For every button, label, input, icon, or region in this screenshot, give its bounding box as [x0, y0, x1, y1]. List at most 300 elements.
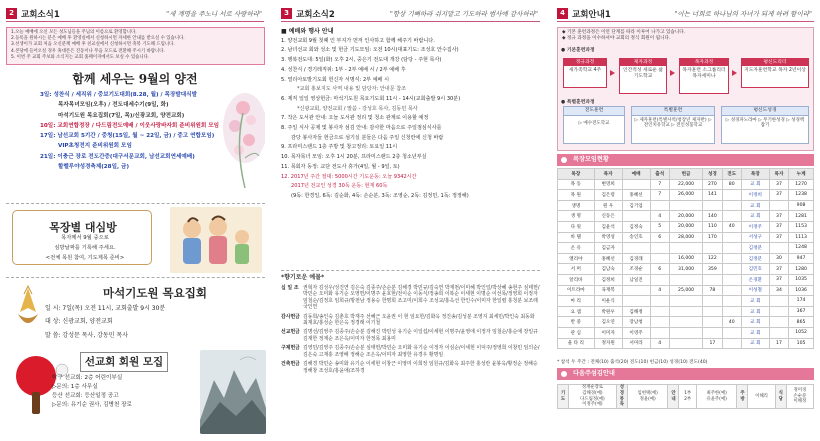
stage-detail: 지도자훈련학교 목자 2년이상	[744, 68, 806, 73]
duty-cell	[627, 385, 668, 409]
table-cell	[769, 296, 788, 307]
page-title: 교회소식2	[296, 10, 335, 20]
notice-line: 5. 이번 주 교회 주보와 소식지는 교회 홈페이지에서도 보실 수 있습니다.	[11, 54, 150, 60]
special-group	[631, 106, 715, 144]
table-cell: 908	[789, 200, 814, 211]
stage-box	[619, 58, 667, 94]
arrow-icon	[610, 70, 615, 76]
table-cell: 122	[703, 253, 722, 264]
table-cell	[703, 296, 722, 307]
schedule-text: VIP초청전지 준비위원회 모임	[58, 143, 132, 150]
table-cell: 20,000	[669, 211, 702, 222]
schedule-item	[40, 162, 230, 172]
prayer-illustration	[8, 282, 48, 340]
table-cell	[669, 317, 702, 328]
table-cell: 이정희	[741, 190, 769, 201]
attendance-note: * 참석 두 주간 : 전체(10) 출석(20) 전도(10) 헌금(10) 성경(10) 전도(40)	[557, 360, 708, 365]
table-cell: 박원우	[594, 306, 622, 317]
vision-title: 함께 세우는 9월의 양전	[72, 72, 198, 86]
table-cell: 30	[769, 253, 788, 264]
group-detail: ▷ 성경파노라마 ▷ 무기한성경 ▷ 성경맥잡기	[725, 118, 805, 129]
page-title: 교회안내1	[572, 10, 611, 20]
special-group	[721, 106, 809, 144]
duty-bar	[557, 368, 814, 380]
table-cell: 요 셉	[558, 306, 595, 317]
duty-person: 정윤(예)	[639, 396, 656, 402]
table-cell: 김정숙	[622, 221, 650, 232]
mission-line: ▷문의: 1층 사무실	[52, 383, 98, 390]
schedule-text: 목자목녀모임(오후) / 전도대세수기(9일, 화)	[58, 102, 169, 109]
event-line: *교회 홍보지도 사역 내용 및 담당자: 안내문 참조	[297, 86, 407, 93]
special-group	[563, 106, 625, 144]
table-cell: 1270	[789, 179, 814, 190]
table-cell	[722, 327, 741, 338]
offering-names: 김명선/김영주 김종주/손순분 김해진 박민성 유기순 이일섭/이세현 이명주/윤영애 이정자 임철순/홍순애 장일규 김재한 정재순 조은옥/이미자 한정목 최용미	[303, 329, 538, 342]
table-cell: 140	[703, 211, 722, 222]
table-cell: 김기업	[622, 200, 650, 211]
table-cell	[703, 306, 722, 317]
table-cell: 31,000	[669, 264, 702, 275]
table-cell: 16,000	[669, 253, 702, 264]
schedule-item	[40, 131, 230, 141]
duty-cell	[748, 385, 775, 409]
table-cell	[703, 327, 722, 338]
page-church-news-2	[275, 0, 546, 441]
offering-list	[281, 275, 540, 377]
table-cell: 목 원	[558, 190, 595, 201]
table-cell: 37	[769, 190, 788, 201]
column-header: 목자	[594, 169, 622, 180]
event-line: 5. 열리아토발기도회 헌신자 서명식: 2부 예배 시	[281, 76, 390, 83]
event-line: 3. 행복전도대: 5일(화) 오후 2시, 중은기 전도대 개강 (담당 - 주현 목사)	[281, 57, 442, 64]
event-line: *신광교회, 양전교회 / 말씀 - 강성호 목사, 김동민 목사	[297, 105, 418, 112]
table-cell	[622, 296, 650, 307]
mission-line: 등산 선교회: 등산일정 공고	[52, 392, 119, 399]
stage-box	[563, 58, 607, 88]
table-cell: 장남청	[622, 317, 650, 328]
page-church-news-1	[0, 0, 270, 441]
schedule-date: 10일:	[40, 122, 56, 129]
duty-person: 임현택(예)	[637, 390, 658, 396]
column-header: 예배	[622, 169, 650, 180]
column-header: 목장	[558, 169, 595, 180]
table-cell: 17	[703, 338, 722, 349]
header-verse: "항상 기뻐하라 쉬지말고 기도하라 범사에 감사하라"	[389, 10, 538, 18]
bullet-icon	[561, 157, 567, 163]
table-cell: 서미라	[622, 338, 650, 349]
intro-line: ◆ 정규 과정을 이수하셔야 교회의 정식 회원이 됩니다.	[562, 36, 671, 42]
notice-line: 4.본당에 들어오실 경우 휴대폰은 진동이나 무음 모드로 전환해 주시기 바랍니다.	[11, 48, 165, 54]
table-cell: 22,000	[669, 179, 702, 190]
table-cell: 김경래	[622, 253, 650, 264]
table-cell	[769, 243, 788, 254]
table-cell: 1052	[789, 327, 814, 338]
table-row	[558, 211, 814, 222]
table-cell: 김정분	[741, 253, 769, 264]
table-cell: 신동은	[594, 211, 622, 222]
duty-person: 이해리	[755, 393, 768, 399]
event-line: 2. 남녀선교 회와 성소 및 헌금 기도모임: 오전 10시(대표기도: 조성호 안수집사)	[281, 47, 459, 54]
duty-person: 1부	[684, 390, 692, 396]
schedule-item	[40, 90, 230, 100]
offering-names: 김동희/송인숙 김춘호 박재주 선혜근 오윤권 이 현 임요한/김화옥 정진송/김성분 조영지 최세민/박인숙 최동화 최재호/홍성순 한은옥 정경래 이기철	[303, 313, 535, 327]
table-cell: 생 명	[558, 211, 595, 222]
table-cell	[650, 296, 669, 307]
table-cell: 367	[789, 306, 814, 317]
table-cell: 정지원	[594, 338, 622, 349]
offering-row	[281, 314, 540, 327]
visitation-line: <전체 목원 참여, 기도제목 준비>	[45, 255, 125, 261]
mission-box	[80, 352, 168, 372]
attendance-table	[557, 168, 814, 349]
table-cell	[650, 243, 669, 254]
event-line: 8. 주일 식사 공제 및 봉사자 섬김 안내: 감사한 마음으로 주일점심식사를	[281, 125, 442, 132]
schedule-item	[40, 152, 230, 162]
stage-box	[679, 58, 729, 94]
schedule-item	[40, 111, 230, 121]
table-cell: 울 타 리	[558, 338, 595, 349]
notice-line: 1.오늘 예배에 오신 모든 성도님들을 주님의 이름으로 환영합니다.	[11, 30, 137, 35]
schedule-date: 17일:	[40, 133, 56, 140]
table-cell: 교 회	[741, 211, 769, 222]
table-cell: 다 윗	[558, 221, 595, 232]
table-cell: 교 회	[741, 338, 769, 349]
event-line: 7. 작은 도서관 안내: 오늘 도서관 정리 및 청소 관계로 이용할 예정	[281, 115, 429, 122]
vision-schedule	[40, 90, 230, 172]
table-cell: 이트라마	[558, 285, 595, 296]
table-cell: 141	[703, 190, 722, 201]
page-number: 2	[6, 8, 17, 19]
table-cell: 바 텔	[558, 232, 595, 243]
column-header: 전도	[722, 169, 741, 180]
page-number: 3	[281, 8, 292, 19]
duty-person: 이해정	[793, 399, 807, 405]
mission-title: 선교회 회원 모집	[84, 356, 164, 368]
stage-detail: 목자훈련 소그룹리더 목자세미나	[682, 68, 726, 79]
table-cell	[669, 243, 702, 254]
table-cell	[669, 274, 702, 285]
duty-row	[558, 385, 814, 409]
table-row	[558, 243, 814, 254]
table-cell: 이정주	[741, 221, 769, 232]
table-cell	[703, 243, 722, 254]
schedule-text: 마석기도원 목요집회(7일, 목)/신광교회, 양전교회)	[58, 112, 185, 119]
table-cell: 송인호	[622, 232, 650, 243]
duty-label: 성경 봉독	[616, 385, 627, 409]
table-cell: 6	[650, 264, 669, 275]
schedule-item	[40, 100, 230, 110]
stage-detail: 새가족학교 4주	[568, 68, 602, 73]
table-cell	[650, 327, 669, 338]
schedule-text: 남선교회 5기간 / 중청(15일, 월 ~ 22일, 금) / 중고 연합모임)	[57, 133, 215, 140]
table-cell	[722, 296, 741, 307]
table-cell	[650, 306, 669, 317]
table-cell	[650, 253, 669, 264]
duty-person: 정미경	[793, 387, 807, 393]
table-cell: 엘리야	[558, 253, 595, 264]
table-cell: 865	[789, 317, 814, 328]
event-line: 감당 봉사자들 헌금으로 섬기실 분들은 다음 주일 신청란에 신청 바람	[291, 134, 444, 141]
duty-person: 손순분	[793, 393, 807, 399]
table-cell: 반 중	[558, 317, 595, 328]
table-cell: 1238	[789, 190, 814, 201]
table-cell: 생명	[558, 200, 595, 211]
table-cell	[703, 274, 722, 285]
table-cell	[722, 190, 741, 201]
table-cell: 교 회	[741, 200, 769, 211]
divider	[6, 277, 265, 278]
group-title: 평신도성경	[722, 107, 808, 116]
stage-title: 목자과정	[680, 59, 728, 66]
table-row	[558, 232, 814, 243]
notice-box	[6, 27, 265, 65]
bullet-icon	[561, 371, 567, 377]
attendance-title: 목장모임현황	[573, 156, 609, 163]
table-cell: 김금자	[594, 243, 622, 254]
column-header: 성경	[703, 169, 722, 180]
special-training-label: ● 특별훈련과정	[561, 100, 595, 105]
page-title: 교회소식1	[21, 10, 60, 20]
table-cell: 1036	[789, 285, 814, 296]
table-cell: 남일진	[622, 274, 650, 285]
table-cell: 원 우	[594, 200, 622, 211]
visitation-line: 목자께서 9월 중으로	[61, 235, 109, 241]
intro-line: ◆ 기본 훈련과정은 이런 단계를 따라 이루어 나가고 있습니다.	[562, 30, 686, 35]
event-line: 4. 성찬식 / 경기레직위: 1부 - 2부 예배 시 / 2부 예배 후	[281, 66, 406, 73]
table-cell: 박영성	[594, 232, 622, 243]
table-cell: 마 리	[558, 296, 595, 307]
table-cell: 270	[703, 179, 722, 190]
table-cell: 1113	[789, 232, 814, 243]
duty-person: 다드림정(예)	[580, 396, 605, 402]
table-cell: 홍혜선	[594, 253, 622, 264]
table-cell	[622, 211, 650, 222]
section-header	[557, 0, 814, 22]
column-header: 헌금	[669, 169, 702, 180]
table-cell	[703, 200, 722, 211]
table-cell: 온경환	[741, 274, 769, 285]
table-cell: 78	[703, 285, 722, 296]
event-line: 10. 목자목녀 모임: 오후 1시 20분, 프라미스랜드 2층 청소년부실	[281, 154, 427, 161]
table-cell: 서성구	[741, 232, 769, 243]
table-cell: 온 유	[558, 243, 595, 254]
table-cell	[622, 285, 650, 296]
offering-type: 구제헌금	[281, 345, 300, 352]
attendance-bar	[557, 154, 814, 166]
table-cell: 947	[789, 253, 814, 264]
table-cell: 김남숙	[594, 264, 622, 275]
column-header: 출석	[650, 169, 669, 180]
table-cell	[703, 317, 722, 328]
offering-type: 감사헌금	[281, 313, 300, 320]
duty-person: 2부	[684, 396, 692, 402]
table-cell: 1280	[789, 264, 814, 275]
event-line: 6. 제직 일일 영상헌금: 마석기도원 목요기도회 11시 - 14시(교회출발 9시 30분)	[281, 95, 461, 102]
table-row	[558, 221, 814, 232]
table-cell	[722, 264, 741, 275]
table-header-row	[558, 169, 814, 180]
table-cell: 6	[650, 232, 669, 243]
table-cell: 교 회	[741, 327, 769, 338]
table-cell	[669, 327, 702, 338]
notice-line: 3.선생이가 교회 처음 오신분께 예배 후 친교실에서 신청하시면 축복 기도해 드립니다.	[11, 42, 175, 48]
duty-person: 유윤주(예)	[706, 396, 727, 402]
duty-title: 다음주섬김안내	[573, 370, 615, 377]
mission-list	[52, 374, 202, 410]
schedule-text: 할렐루야성경축제(28일, 금)	[58, 164, 130, 171]
table-cell: 관 심	[558, 327, 595, 338]
event-line: 1. 양전교회 9월 첫째 인 부지가 먼저 인사하고 함께 해주기 바랍니다.	[281, 37, 435, 44]
table-cell	[650, 200, 669, 211]
offering-names: 권혁자 김성우/성진연 김은숙 김종주/손순분 김해경 박민규/김숙연 박재천/이미혜 박인일/박상혜 송현주 심태헌/박민순 오미화 유기순 오영헌/이명주 윤호현/전이순 이동식/정송희 이복순 이세현 이명순 이선목/정영희 이정자 임철순/김정호 임희규/방천남 정용승 한명희 조고미/이희수 조성교/홍옥선 한인수/이미자 한일렬 홍청분 보조래 국인연	[303, 284, 540, 311]
attendance-body	[558, 179, 814, 349]
table-cell: 37	[769, 274, 788, 285]
table-row	[558, 200, 814, 211]
stage-detail: 인간적성 새로운 삶 기도학교	[622, 68, 664, 79]
table-cell: 7	[650, 190, 669, 201]
table-cell: 110	[703, 221, 722, 232]
special-training-heading	[561, 98, 595, 105]
events-heading: ■ 예배와 행사 안내	[281, 28, 334, 35]
table-cell: 교 회	[741, 296, 769, 307]
table-cell: 김해정	[622, 306, 650, 317]
table-cell: 4	[650, 285, 669, 296]
table-cell	[669, 306, 702, 317]
table-cell	[669, 200, 702, 211]
table-cell: 이성철	[741, 285, 769, 296]
table-cell: 서 머	[558, 264, 595, 275]
table-row	[558, 179, 814, 190]
mission-line: 탁구 선교회: 2층 어린이부실	[52, 375, 123, 381]
table-cell	[722, 285, 741, 296]
table-cell: 변영희	[594, 179, 622, 190]
visitation-text	[10, 233, 160, 263]
table-cell: 이영주	[622, 327, 650, 338]
offering-type: 선교헌금	[281, 329, 300, 336]
table-cell: 40	[722, 317, 741, 328]
duty-label: 식당	[775, 385, 786, 409]
table-cell: 28,000	[669, 232, 702, 243]
table-cell: 이미자	[594, 327, 622, 338]
table-cell	[669, 338, 702, 349]
visitation-line: 심방날짜를 기록해 주세요.	[54, 245, 116, 251]
table-cell: 80	[722, 179, 741, 190]
group-detail: ▷ 제자훈련(특별사역/청장년 제자반) ▷ 전인치유학교 ▷ 전인성품학교	[634, 118, 712, 129]
header-verse: "이는 너희로 하나님의 자녀가 되게 하려 함이라"	[674, 10, 812, 18]
offering-row	[281, 345, 540, 358]
offering-names: 김해경 박민순 송미화 유기순 이세현 이창근 이영미 이희정 임원규/김화옥 최주한 홍성란 윤봉옥/황정순 정해승 정해창 조성호/홍윤애/조하경	[303, 360, 538, 374]
basic-training-label: ● 기본훈련과정	[561, 48, 595, 53]
event-line: 2017년 전교인 성경 30독 운동: 현재 60독	[291, 183, 388, 190]
table-cell	[722, 232, 741, 243]
mission-line: ▷문의: 유기순 권사, 김병천 장로	[52, 401, 132, 408]
schedule-text: 이충근 장로 전도간증(대구서문교회, 남선교회연세예배)	[57, 153, 195, 160]
mokyo-line: 대 상: 신광교회, 양전교회	[45, 318, 113, 325]
table-row	[558, 338, 814, 349]
mokyo-meeting	[45, 287, 265, 342]
table-cell	[722, 253, 741, 264]
schedule-text: 교회연합정장 / 다드림전도예배 / 이웃사랑바자회 준비위원회 모임	[57, 122, 220, 129]
table-cell: 37	[769, 232, 788, 243]
arrow-icon	[670, 70, 675, 76]
family-illustration	[170, 207, 262, 273]
section-header	[281, 0, 540, 22]
table-cell	[722, 211, 741, 222]
table-cell: 1153	[789, 221, 814, 232]
column-header: 목자	[769, 169, 788, 180]
duty-cell	[696, 385, 737, 409]
arrow-icon	[732, 70, 737, 76]
table-cell: 알리바	[558, 274, 595, 285]
table-cell: 목 동	[558, 179, 595, 190]
table-cell: 교 회	[741, 306, 769, 317]
table-cell: 37	[769, 221, 788, 232]
table-cell: 조경순	[622, 264, 650, 275]
table-row	[558, 253, 814, 264]
offering-row	[281, 329, 540, 342]
event-line: (9독: 한경일, 6독: 김순화, 4독: 손순분, 3독: 조영순, 2독: 김정민, 1독: 정정해)	[291, 192, 469, 199]
schedule-item	[40, 141, 230, 151]
offering-row	[281, 361, 540, 374]
table-cell: 교 회	[741, 317, 769, 328]
training-intro	[558, 28, 813, 45]
table-row	[558, 306, 814, 317]
duty-person: 정재순장로	[581, 385, 604, 390]
section-header	[6, 0, 264, 22]
duty-table	[557, 384, 814, 409]
group-detail: ▷ 예수전도학교	[578, 121, 610, 126]
event-line: 9. 프라미스랜드 1층 주방 및 창고정리: 토요일 11시	[281, 144, 398, 151]
table-cell: 김정희	[594, 274, 622, 285]
visitation-title: 목장별 대심방	[49, 221, 117, 234]
divider	[6, 203, 265, 204]
mokyo-line: 일 시: 7일(목) 오전 11시, 교회출발 9시 30분	[45, 304, 166, 312]
column-header: 목장	[741, 169, 769, 180]
table-cell	[769, 317, 788, 328]
table-cell	[650, 274, 669, 285]
events-list	[281, 27, 540, 202]
schedule-date: 21일:	[40, 153, 56, 160]
offering-heading: *향기로운 예물*	[281, 274, 325, 281]
table-cell	[769, 306, 788, 317]
duty-cell	[679, 385, 696, 409]
duty-label: 기도	[558, 385, 569, 409]
table-row	[558, 317, 814, 328]
table-cell: 26,000	[669, 190, 702, 201]
table-cell	[722, 306, 741, 317]
table-cell: 359	[703, 264, 722, 275]
column-header: 누계	[789, 169, 814, 180]
schedule-text: 성찬식 / 세직위 / 중보기도대회(8.28, 월) / 목장발대식발	[53, 92, 197, 98]
duty-cell	[786, 385, 813, 409]
mokyo-title: 마석기도원 목요집회	[103, 286, 207, 300]
table-cell	[722, 243, 741, 254]
table-cell: 1248	[789, 243, 814, 254]
table-cell: 40	[722, 221, 741, 232]
duty-person: 이정주(예)	[582, 402, 603, 408]
duty-label: 주방	[737, 385, 748, 409]
table-cell: 25,000	[669, 285, 702, 296]
table-cell: 김오연	[594, 317, 622, 328]
divider	[281, 270, 540, 271]
event-line: 12. 2017년 주간 절대: 5000시간 기도운동: 오늘 9342시간	[281, 173, 417, 180]
table-row	[558, 190, 814, 201]
table-cell: 5	[650, 221, 669, 232]
mokyo-line: 말 씀: 강성문 목사, 강동민 목사	[45, 331, 129, 339]
table-cell	[650, 317, 669, 328]
offering-type: 건축헌금	[281, 360, 300, 367]
notice-line: 2.등록을 원하시는 분은 예배 후 환영실에서 신청하시면 자세한 안내를 받으실 수 있습니다.	[11, 36, 185, 42]
